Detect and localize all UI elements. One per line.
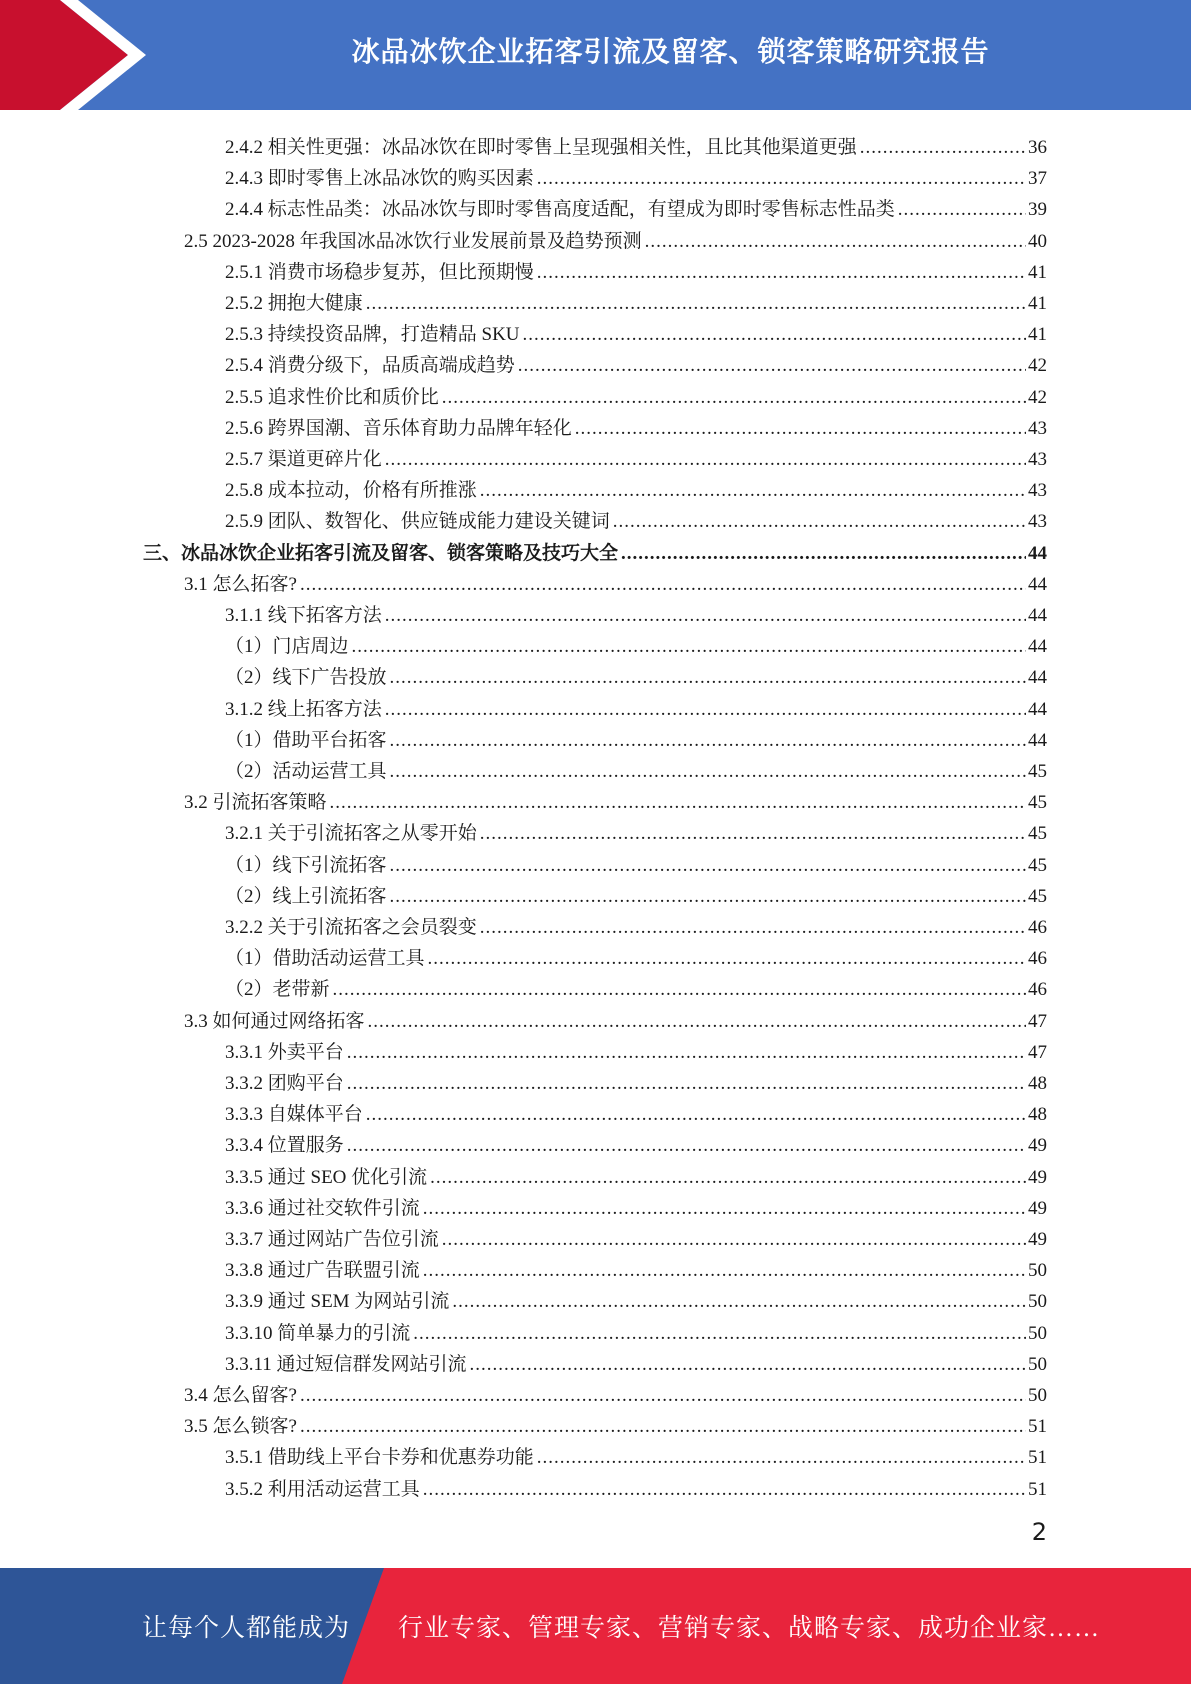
toc-entry-page: 50 <box>1028 1353 1047 1375</box>
toc-entry-page: 50 <box>1028 1322 1047 1344</box>
toc-dot-leader <box>537 168 1026 190</box>
toc-entry-page: 49 <box>1028 1197 1047 1219</box>
toc-entry-label: 3.3.7 通过网站广告位引流 <box>225 1229 439 1250</box>
footer-slogan-left: 让每个人都能成为 <box>142 1615 351 1642</box>
toc-entry-page: 45 <box>1028 854 1047 876</box>
toc-entry[interactable] <box>225 378 1047 409</box>
toc-entry[interactable] <box>225 1251 1047 1282</box>
toc-entry[interactable] <box>225 346 1047 377</box>
toc-entry-label: 2.5.9 团队、数智化、供应链成能力建设关键词 <box>225 511 610 533</box>
toc-entry-page: 42 <box>1028 355 1047 377</box>
toc-dot-leader <box>423 1260 1026 1282</box>
toc-entry[interactable] <box>225 1126 1047 1157</box>
toc-entry[interactable] <box>184 565 1047 596</box>
toc-entry-label: 2.4.2 相关性更强：冰品冰饮在即时零售上呈现强相关性，且比其他渠道更强 <box>225 137 857 158</box>
toc-entry-label: 三、冰品冰饮企业拓客引流及留客、锁客策略及技巧大全 <box>143 542 619 564</box>
toc-entry-page: 51 <box>1028 1416 1047 1438</box>
toc-entry-label: （1）借助平台拓客 <box>225 729 387 751</box>
toc-entry-page: 36 <box>1028 137 1047 158</box>
toc-entry-label: 3.2.1 关于引流拓客之从零开始 <box>225 823 477 845</box>
toc-entry-label: 3.3.1 外卖平台 <box>225 1041 344 1063</box>
toc-entry-page: 43 <box>1028 511 1047 533</box>
toc-entry[interactable] <box>225 752 1047 783</box>
toc-dot-leader <box>423 1198 1026 1220</box>
toc-dot-leader <box>428 948 1026 970</box>
toc-entry[interactable] <box>225 159 1047 190</box>
toc-entry-label: 3.5.2 利用活动运营工具 <box>225 1478 420 1500</box>
toc-dot-leader <box>300 574 1026 596</box>
toc-dot-leader <box>452 1291 1026 1313</box>
toc-entry-page: 44 <box>1028 667 1047 689</box>
toc-dot-leader <box>480 823 1026 845</box>
toc-entry[interactable] <box>225 1189 1047 1220</box>
toc-dot-leader <box>385 449 1026 471</box>
toc-entry[interactable] <box>225 471 1047 502</box>
toc-entry[interactable] <box>225 814 1047 845</box>
toc-dot-leader <box>645 231 1026 253</box>
toc-entry-label: 3.5.1 借助线上平台卡券和优惠券功能 <box>225 1447 534 1469</box>
toc-dot-leader <box>368 1011 1026 1033</box>
toc-entry[interactable] <box>225 721 1047 752</box>
toc-entry-page: 42 <box>1028 386 1047 408</box>
toc-dot-leader <box>537 1447 1026 1469</box>
toc-entry[interactable] <box>225 690 1047 721</box>
toc-entry[interactable] <box>225 190 1047 221</box>
toc-dot-leader <box>385 699 1026 721</box>
toc-entry[interactable] <box>184 783 1047 814</box>
toc-dot-leader <box>390 730 1026 752</box>
toc-dot-leader <box>470 1354 1026 1376</box>
toc-entry[interactable] <box>225 1220 1047 1251</box>
toc-dot-leader <box>860 137 1026 159</box>
toc-entry-label: （2）线上引流拓客 <box>225 885 387 907</box>
toc-entry-page: 39 <box>1028 199 1047 221</box>
toc-entry-label: （2）活动运营工具 <box>225 761 387 782</box>
toc-entry[interactable] <box>225 970 1047 1001</box>
toc-entry-label: 3.1.2 线上拓客方法 <box>225 698 382 720</box>
toc-dot-leader <box>352 636 1026 658</box>
toc-entry-label: 3.1.1 线下拓客方法 <box>225 605 382 626</box>
toc-entry-label: 3.3.11 通过短信群发网站引流 <box>225 1353 467 1375</box>
toc-entry[interactable] <box>143 534 1047 565</box>
toc-entry-page: 45 <box>1028 823 1047 845</box>
toc-entry[interactable] <box>225 596 1047 627</box>
toc-entry-page: 44 <box>1028 698 1047 720</box>
toc-entry-page: 43 <box>1028 417 1047 439</box>
toc-entry[interactable] <box>184 222 1047 253</box>
toc-entry-page: 50 <box>1028 1291 1047 1313</box>
toc-dot-leader <box>518 355 1026 377</box>
toc-entry-label: （1）线下引流拓客 <box>225 854 387 876</box>
toc-entry-page: 40 <box>1028 230 1047 252</box>
toc-entry-label: 2.5.1 消费市场稳步复苏，但比预期慢 <box>225 261 534 283</box>
toc-dot-leader <box>366 293 1026 315</box>
toc-entry[interactable] <box>225 1314 1047 1345</box>
toc-entry[interactable] <box>225 440 1047 471</box>
toc-entry-page: 49 <box>1028 1166 1047 1188</box>
toc-dot-leader <box>347 1042 1026 1064</box>
toc-dot-leader <box>347 1073 1026 1095</box>
toc-entry-label: （2）线下广告投放 <box>225 667 387 689</box>
toc-entry[interactable] <box>225 128 1047 159</box>
toc-entry[interactable] <box>225 284 1047 315</box>
toc-entry-label: 3.2 引流拓客策略 <box>184 792 327 814</box>
toc-entry-label: 3.3.10 简单暴力的引流 <box>225 1322 411 1344</box>
toc-entry-page: 44 <box>1028 573 1047 595</box>
toc-entry-label: 3.1 怎么拓客? <box>184 573 297 595</box>
toc-dot-leader <box>523 324 1026 346</box>
toc-entry-page: 50 <box>1028 1260 1047 1282</box>
toc-entry-label: 2.5 2023-2028 年我国冰品冰饮行业发展前景及趋势预测 <box>184 230 642 252</box>
toc-entry[interactable] <box>184 1002 1047 1033</box>
toc-entry-label: 3.2.2 关于引流拓客之会员裂变 <box>225 917 477 938</box>
footer-slogan-right: 行业专家、管理专家、营销专家、战略专家、成功企业家…… <box>398 1615 1101 1642</box>
toc-entry-label: 2.5.4 消费分级下，品质高端成趋势 <box>225 355 515 377</box>
toc-entry-page: 45 <box>1028 792 1047 814</box>
toc-entry-label: （1）借助活动运营工具 <box>225 948 425 970</box>
toc-entry-label: （2）老带新 <box>225 979 330 1001</box>
toc-dot-leader <box>390 855 1026 877</box>
toc-entry-label: 3.3.3 自媒体平台 <box>225 1104 363 1126</box>
toc-entry-label: 3.3.2 团购平台 <box>225 1073 344 1094</box>
toc-entry-page: 48 <box>1028 1104 1047 1126</box>
toc-entry[interactable] <box>225 1470 1047 1501</box>
toc-dot-leader <box>575 418 1026 440</box>
toc-entry[interactable] <box>225 939 1047 970</box>
page-footer <box>0 1568 1191 1684</box>
toc-entry-label: （1）门店周边 <box>225 636 349 658</box>
toc-entry-page: 49 <box>1028 1229 1047 1250</box>
toc-entry[interactable] <box>225 877 1047 908</box>
toc-dot-leader <box>621 543 1026 565</box>
toc-entry-label: 2.5.7 渠道更碎片化 <box>225 449 382 470</box>
toc-entry-page: 51 <box>1028 1478 1047 1500</box>
toc-entry-label: 3.4 怎么留客? <box>184 1385 297 1406</box>
toc-entry-page: 41 <box>1028 293 1047 314</box>
toc-entry-page: 46 <box>1028 917 1047 938</box>
page-number: 2 <box>1031 1518 1047 1546</box>
toc-entry[interactable] <box>225 1282 1047 1313</box>
toc-entry[interactable] <box>225 846 1047 877</box>
toc-dot-leader <box>430 1167 1026 1189</box>
toc-entry-page: 43 <box>1028 449 1047 470</box>
toc-entry-page: 41 <box>1028 261 1047 283</box>
toc-dot-leader <box>385 605 1026 627</box>
page-header <box>0 0 1191 110</box>
toc-entry[interactable] <box>225 253 1047 284</box>
toc-entry-page: 44 <box>1028 729 1047 751</box>
toc-entry-page: 46 <box>1028 948 1047 970</box>
toc-entry[interactable] <box>225 908 1047 939</box>
toc-entry-page: 44 <box>1028 605 1047 626</box>
toc-entry-label: 2.4.4 标志性品类：冰品冰饮与即时零售高度适配，有望成为即时零售标志性品类 <box>225 199 895 221</box>
toc-entry-page: 48 <box>1028 1073 1047 1094</box>
toc-dot-leader <box>423 1479 1026 1501</box>
toc-entry-page: 41 <box>1028 324 1047 346</box>
toc-dot-leader <box>390 667 1026 689</box>
toc-dot-leader <box>390 761 1026 783</box>
toc-entry-page: 44 <box>1028 542 1047 564</box>
toc-entry-page: 44 <box>1028 636 1047 658</box>
toc-entry-label: 3.5 怎么锁客? <box>184 1416 297 1438</box>
toc-entry-label: 2.5.5 追求性价比和质价比 <box>225 386 439 408</box>
toc-dot-leader <box>442 1229 1026 1251</box>
toc-dot-leader <box>300 1385 1026 1407</box>
toc-dot-leader <box>898 199 1026 221</box>
toc-dot-leader <box>390 886 1026 908</box>
toc-entry[interactable] <box>184 1376 1047 1407</box>
toc-entry-page: 51 <box>1028 1447 1047 1469</box>
toc-dot-leader <box>480 480 1026 502</box>
toc-entry[interactable] <box>225 409 1047 440</box>
toc-dot-leader <box>366 1104 1026 1126</box>
toc-entry-label: 2.4.3 即时零售上冰品冰饮的购买因素 <box>225 168 534 190</box>
toc-entry-page: 45 <box>1028 885 1047 907</box>
header-title: 冰品冰饮企业拓客引流及留客、锁客策略研究报告 <box>351 35 990 68</box>
toc-entry[interactable] <box>225 627 1047 658</box>
toc-entry-label: 3.3.5 通过 SEO 优化引流 <box>225 1166 428 1188</box>
toc-entry-label: 3.3 如何通过网络拓客 <box>184 1010 365 1032</box>
toc-entry-page: 50 <box>1028 1385 1047 1406</box>
toc-entry-page: 47 <box>1028 1010 1047 1032</box>
toc-entry[interactable] <box>225 502 1047 533</box>
toc-entry-page: 37 <box>1028 168 1047 190</box>
toc-dot-leader <box>613 511 1026 533</box>
toc-entry-page: 43 <box>1028 480 1047 502</box>
toc-entry[interactable] <box>225 658 1047 689</box>
toc-dot-leader <box>413 1323 1026 1345</box>
toc-entry-label: 2.5.8 成本拉动，价格有所推涨 <box>225 480 477 502</box>
toc-dot-leader <box>442 387 1026 409</box>
toc-entry-page: 49 <box>1028 1135 1047 1157</box>
toc-entry[interactable] <box>225 1033 1047 1064</box>
toc-entry-page: 46 <box>1028 979 1047 1001</box>
toc-entry[interactable] <box>225 1438 1047 1469</box>
toc-dot-leader <box>480 917 1026 939</box>
toc-entry[interactable] <box>225 1095 1047 1126</box>
toc-entry-label: 2.5.2 拥抱大健康 <box>225 293 363 314</box>
toc-entry[interactable] <box>225 1345 1047 1376</box>
toc-entry-label: 3.3.8 通过广告联盟引流 <box>225 1260 420 1282</box>
toc-entry[interactable] <box>225 1158 1047 1189</box>
toc-entry-label: 2.5.3 持续投资品牌，打造精品 SKU <box>225 324 520 346</box>
toc-entry[interactable] <box>225 315 1047 346</box>
toc-dot-leader <box>300 1416 1026 1438</box>
toc-entry-page: 45 <box>1028 761 1047 782</box>
toc-dot-leader <box>537 262 1026 284</box>
toc-dot-leader <box>330 792 1026 814</box>
header-arrow-decoration <box>0 0 150 110</box>
toc-entry-label: 2.5.6 跨界国潮、音乐体育助力品牌年轻化 <box>225 417 572 439</box>
toc-entry[interactable] <box>225 1064 1047 1095</box>
toc-entry-page: 47 <box>1028 1041 1047 1063</box>
toc-dot-leader <box>333 979 1026 1001</box>
toc-entry-label: 3.3.6 通过社交软件引流 <box>225 1197 420 1219</box>
toc-entry-label: 3.3.4 位置服务 <box>225 1135 344 1157</box>
toc-entry-label: 3.3.9 通过 SEM 为网站引流 <box>225 1291 450 1313</box>
toc-entry[interactable] <box>184 1407 1047 1438</box>
toc-dot-leader <box>347 1135 1026 1157</box>
